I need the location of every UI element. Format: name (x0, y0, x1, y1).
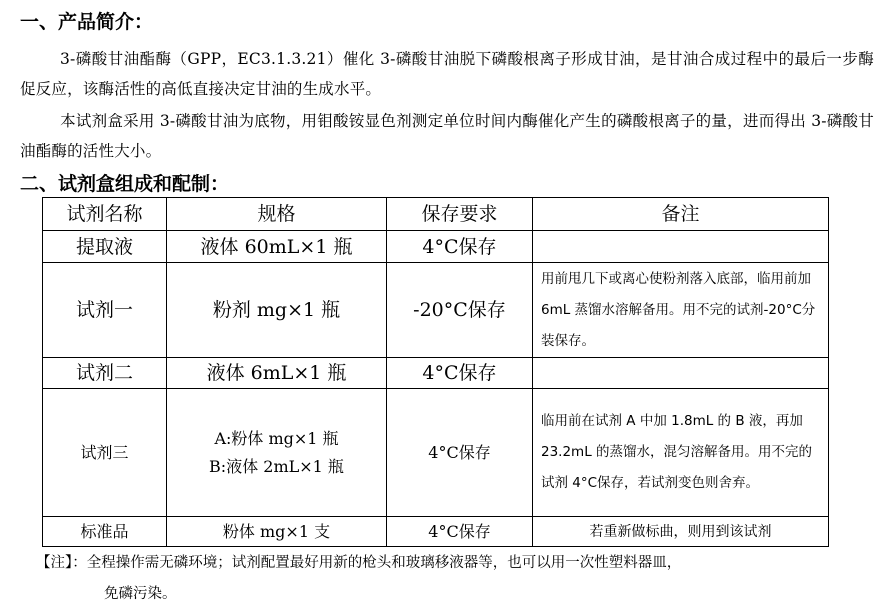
intro-paragraph-2-text: 本试剂盒采用 3-磷酸甘油为底物，用钼酸铵显色剂测定单位时间内酶催化产生的磷酸根离子的量，进而得出 3-磷酸甘油酯酶的活性大小。 (20, 112, 874, 160)
reagent-spec: 液体 60mL×1 瓶 (167, 231, 387, 263)
table-row (43, 517, 829, 547)
reagent-name: 标准品 (43, 517, 167, 547)
intro-paragraph-1-text: 3-磷酸甘油酯酶（GPP，EC3.1.3.21）催化 3-磷酸甘油脱下磷酸根离子形成甘油，是甘油合成过程中的最后一步酶促反应，该酶活性的高低直接决定甘油的生成水平。 (20, 50, 874, 98)
reagent-note: 若重新做标曲，则用到该试剂 (533, 517, 829, 547)
reagent-name: 试剂二 (43, 358, 167, 389)
reagent-storage: 4°C保存 (387, 517, 533, 547)
section1-heading: 一、产品简介： (20, 11, 154, 33)
reagent-spec (167, 389, 387, 517)
header-storage: 保存要求 (387, 198, 533, 231)
footer-note-text-1: 全程操作需无磷环境；试剂配置最好用新的枪头和玻璃移液器等，也可以用一次性塑料器皿， (86, 555, 682, 571)
section2-heading: 二、试剂盒组成和配制： (20, 173, 230, 195)
reagent-storage: 4°C保存 (387, 231, 533, 263)
intro-paragraph-1 (20, 44, 874, 104)
reagent-note: 临用前在试剂 A 中加 1.8mL 的 B 液，再加 23.2mL 的蒸馏水，混匀溶解备用。用不完的试剂 4°C保存，若试剂变色则舍弃。 (533, 389, 829, 517)
table-header-row (43, 198, 829, 231)
reagent-spec-a: A:粉体 mg×1 瓶 (214, 428, 339, 448)
reagent-note (533, 358, 829, 389)
reagent-name: 提取液 (43, 231, 167, 263)
reagent-name: 试剂三 (43, 389, 167, 517)
reagent-storage: -20°C保存 (387, 263, 533, 358)
header-note: 备注 (533, 198, 829, 231)
header-name: 试剂名称 (43, 198, 167, 231)
reagent-storage: 4°C保存 (387, 358, 533, 389)
header-spec: 规格 (167, 198, 387, 231)
reagent-note (533, 231, 829, 263)
reagent-spec: 粉体 mg×1 支 (167, 517, 387, 547)
kit-composition-table (42, 197, 829, 547)
table-row (43, 263, 829, 358)
footer-note-text-2: 免磷污染。 (104, 586, 177, 602)
footer-note (36, 548, 856, 610)
intro-paragraph-2 (20, 106, 874, 166)
reagent-spec-b: B:液体 2mL×1 瓶 (209, 456, 344, 476)
reagent-spec: 液体 6mL×1 瓶 (167, 358, 387, 389)
table-row (43, 358, 829, 389)
table-row (43, 231, 829, 263)
table-row (43, 389, 829, 517)
reagent-name: 试剂一 (43, 263, 167, 358)
reagent-storage: 4°C保存 (387, 389, 533, 517)
reagent-spec: 粉剂 mg×1 瓶 (167, 263, 387, 358)
reagent-note: 用前甩几下或离心使粉剂落入底部，临用前加 6mL 蒸馏水溶解备用。用不完的试剂-20°C分装保存。 (533, 263, 829, 358)
footer-note-label: 【注】： (36, 555, 87, 571)
